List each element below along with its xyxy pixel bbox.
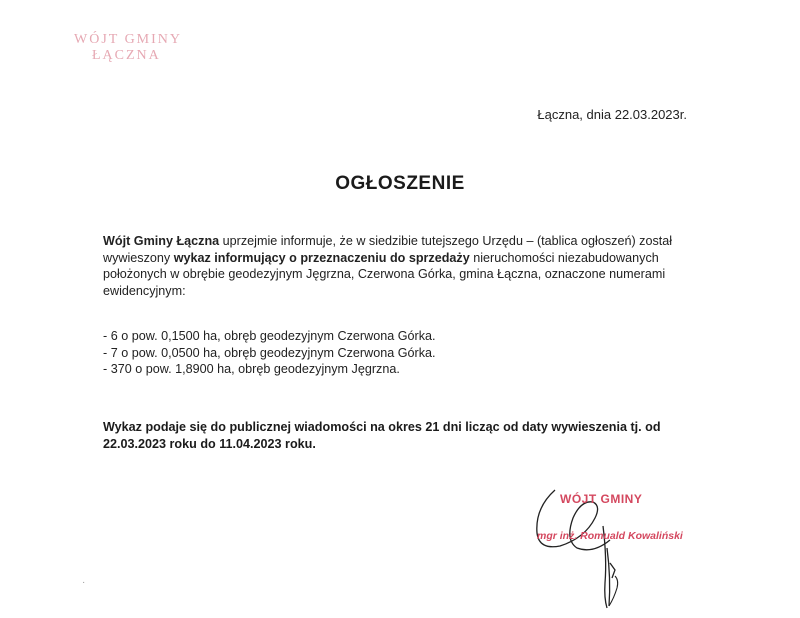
intro-paragraph [103, 233, 693, 299]
office-stamp-line2: ŁĄCZNA [92, 48, 161, 63]
intro-bold-subject: wykaz informujący o przeznaczeniu do sprzedaży [173, 250, 470, 265]
office-stamp [74, 32, 182, 64]
intro-bold-author: Wójt Gminy Łączna [103, 234, 220, 248]
parcel-item: - 6 o pow. 0,1500 ha, obręb geodezyjnym Czerwona Górka. [103, 329, 436, 343]
notice-paragraph: Wykaz podaje się do publicznej wiadomości na okres 21 dni licząc od daty wywieszenia tj. od 22.03.2023 roku do 11.04.2023 roku. [103, 420, 661, 451]
parcel-item: - 370 o pow. 1,8900 ha, obręb geodezyjnym Jęgrzna. [103, 362, 400, 376]
office-stamp-line1: WÓJT GMINY [74, 32, 183, 47]
parcel-item: - 7 o pow. 0,0500 ha, obręb geodezyjnym Czerwona Górka. [103, 345, 436, 360]
parcel-list [103, 328, 693, 378]
stamp-name: mgr inż. Romuald Kowaliński [537, 530, 683, 542]
handwritten-signature [515, 488, 715, 618]
scan-mark: · [82, 577, 86, 588]
intro-text-2: nieruchomości niezabudowanych położonych w obrębie geodezyjnym Jęgrzna, Czerwona Górka, gmina Łączna, oznaczone numerami ewidencyjnym: [103, 250, 666, 298]
stamp-title: WÓJT GMINY [560, 492, 643, 506]
intro-text-1: uprzejmie informuje, że w siedzibie tutejszego Urzędu – (tablica ogłoszeń) został wywieszony [103, 234, 673, 265]
date-line: Łączna, dnia 22.03.2023r. [537, 107, 687, 122]
document-title: OGŁOSZENIE [335, 173, 465, 194]
signature-stamp [515, 488, 715, 618]
